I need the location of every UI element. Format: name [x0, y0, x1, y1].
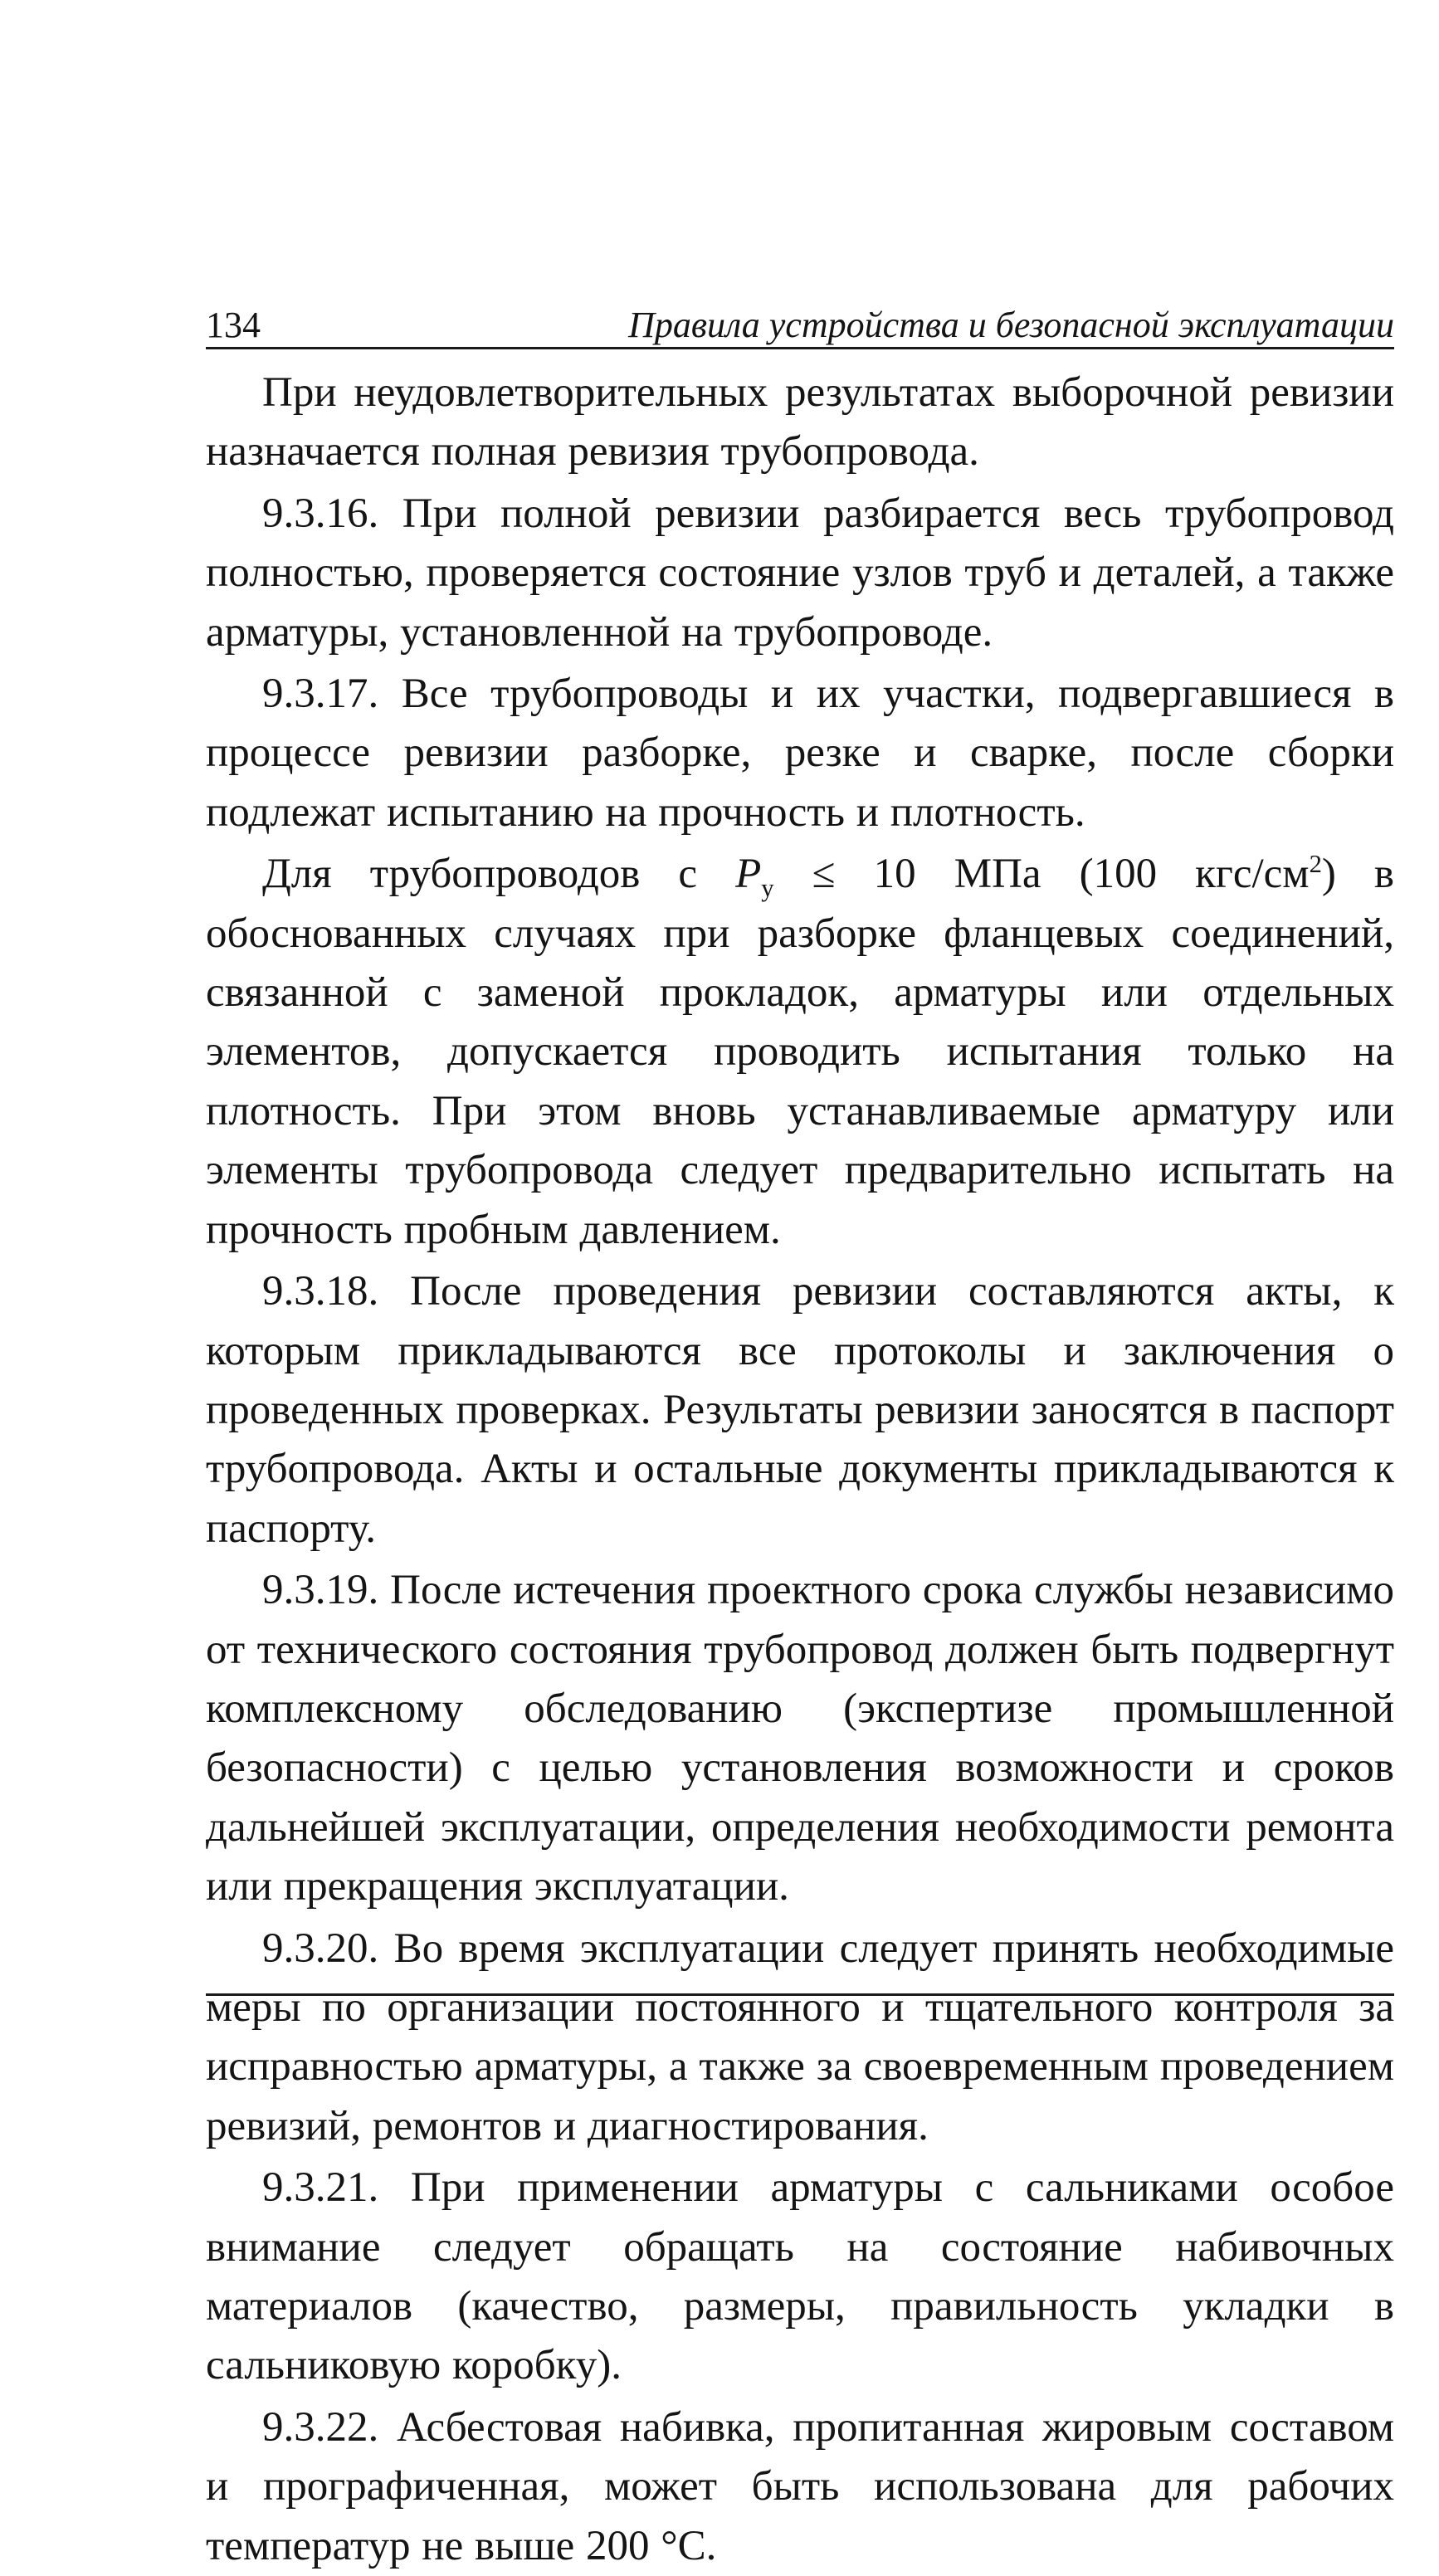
page-number: 134	[206, 305, 261, 345]
pressure-symbol: P	[735, 851, 762, 898]
paragraph-pressure-exception	[206, 845, 1394, 1260]
unit-superscript: 2	[1309, 850, 1322, 879]
text-fragment: ≤ 10 МПа (100 кгс/см	[773, 851, 1310, 898]
text-fragment: ) в обоснованных случаях при разборке фланцевых соединений, связанной с заменой прокладок, арматуры или отдельных элементов, допускается проводить испытания только на плотность. При этом вновь устанавливаемые арматуру или элементы трубопровода следует предварительно испытать на прочность пробным давлением.	[206, 851, 1394, 1253]
paragraph-9-3-18: 9.3.18. После проведения ревизии составляются акты, к которым прикладываются все протоколы и заключения о проведенных проверках. Результаты ревизии заносятся в паспорт трубопровода. Акты и остальные документы прикладываются к паспорту.	[206, 1268, 1394, 1552]
running-title: Правила устройства и безопасной эксплуатации	[628, 305, 1394, 345]
bottom-rule	[206, 1993, 1394, 1996]
paragraph-9-3-16: 9.3.16. При полной ревизии разбирается весь трубопровод полностью, проверяется состояние узлов труб и деталей, а также арматуры, установленной на трубопроводе.	[206, 490, 1394, 656]
body-text	[206, 363, 1394, 2576]
paragraph-9-3-17: 9.3.17. Все трубопроводы и их участки, подвергавшиеся в процессе ревизии разборке, резке и сварке, после сборки подлежат испытанию на прочность и плотность.	[206, 671, 1394, 836]
paragraph-9-3-20: 9.3.20. Во время эксплуатации следует принять необходимые меры по организации постоянного и тщательного контроля за исправностью арматуры, а также за своевременным проведением ревизий, ремонтов и диагностирования.	[206, 1925, 1394, 2149]
paragraph-9-3-22: 9.3.22. Асбестовая набивка, пропитанная жировым составом и прографиченная, может быть использована для рабочих температур не выше 200 °С.	[206, 2403, 1394, 2569]
pressure-subscript: у	[761, 874, 774, 903]
paragraph-9-3-19: 9.3.19. После истечения проектного срока службы независимо от технического состояния трубопровод должен быть подвергнут комплексному обследованию (экспертизе промышленной безопасности) с целью установления возможности и сроков дальнейшей эксплуатации, определения необходимости ремонта или прекращения эксплуатации.	[206, 1567, 1394, 1910]
paragraph-full-revision-note: При неудовлетворительных результатах выборочной ревизии назначается полная ревизия трубопровода.	[206, 369, 1394, 476]
paragraph-9-3-21: 9.3.21. При применении арматуры с сальниками особое внимание следует обращать на состояние набивочных материалов (качество, размеры, правильность укладки в сальниковую коробку).	[206, 2164, 1394, 2389]
running-header	[206, 300, 1394, 349]
text-fragment: Для трубопроводов с	[262, 851, 736, 898]
